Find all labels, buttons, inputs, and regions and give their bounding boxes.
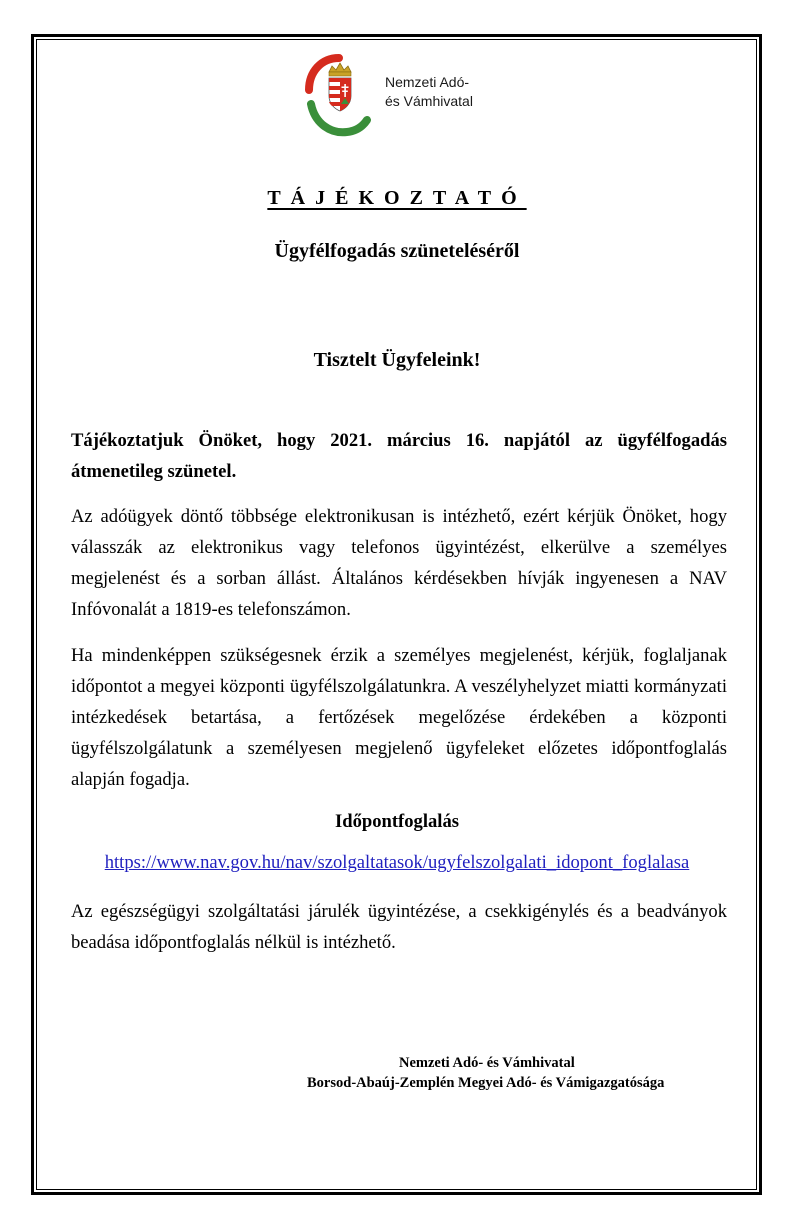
page-subtitle: Ügyfélfogadás szüneteléséről bbox=[274, 240, 520, 262]
booking-link[interactable]: https://www.nav.gov.hu/nav/szolgaltatasok/ugyfelszolgalati_idopont_foglalasa bbox=[104, 852, 690, 873]
booking-heading: Időpontfoglalás bbox=[335, 811, 459, 832]
paragraph-electronic-service: Az adóügyek döntő többsége elektronikusan is intézhető, ezért kérjük Önöket, hogy válasszák az elektronikus vagy telefonos ügyintézést, elkerülve a személyes megjelenést és a sorban állást. Általános kérdésekben hívják ingyenesen a NAV Infóvonalát a 1819-es telefonszámon. bbox=[71, 506, 727, 620]
nav-coat-of-arms-icon bbox=[305, 52, 375, 138]
logo-line-1: Nemzeti Adó- bbox=[385, 74, 470, 90]
nav-logo bbox=[305, 52, 505, 142]
intro-paragraph: Tájékoztatjuk Önöket, hogy 2021. március 16. napjától az ügyfélfogadás átmenetileg szünetel. bbox=[71, 430, 727, 482]
logo-line-2: és Vámhivatal bbox=[385, 93, 473, 109]
paragraph-no-appointment: Az egészségügyi szolgáltatási járulék ügyintézése, a csekkigénylés és a beadványok beadása időpontfoglalás nélkül is intézhető. bbox=[71, 901, 727, 953]
signature-line-1: Nemzeti Adó- és Vámhivatal bbox=[399, 1055, 575, 1071]
nav-logo-text bbox=[385, 73, 473, 111]
greeting: Tisztelt Ügyfeleink! bbox=[313, 349, 481, 371]
paragraph-appointment: Ha mindenképpen szükségesnek érzik a személyes megjelenést, kérjük, foglaljanak időpontot a megyei központi ügyfélszolgálatunkra. A veszélyhelyzet miatti kormányzati intézkedések betartása, a fertőzések megelőzése érdekében a központi ügyfélszolgálatunk a személyesen megjelenő ügyfeleket előzetes időpontfoglalás alapján fogadja. bbox=[71, 645, 727, 790]
signature-line-2: Borsod-Abaúj-Zemplén Megyei Adó- és Vámigazgatósága bbox=[307, 1075, 665, 1091]
page-title: TÁJÉKOZTATÓ bbox=[267, 187, 527, 209]
